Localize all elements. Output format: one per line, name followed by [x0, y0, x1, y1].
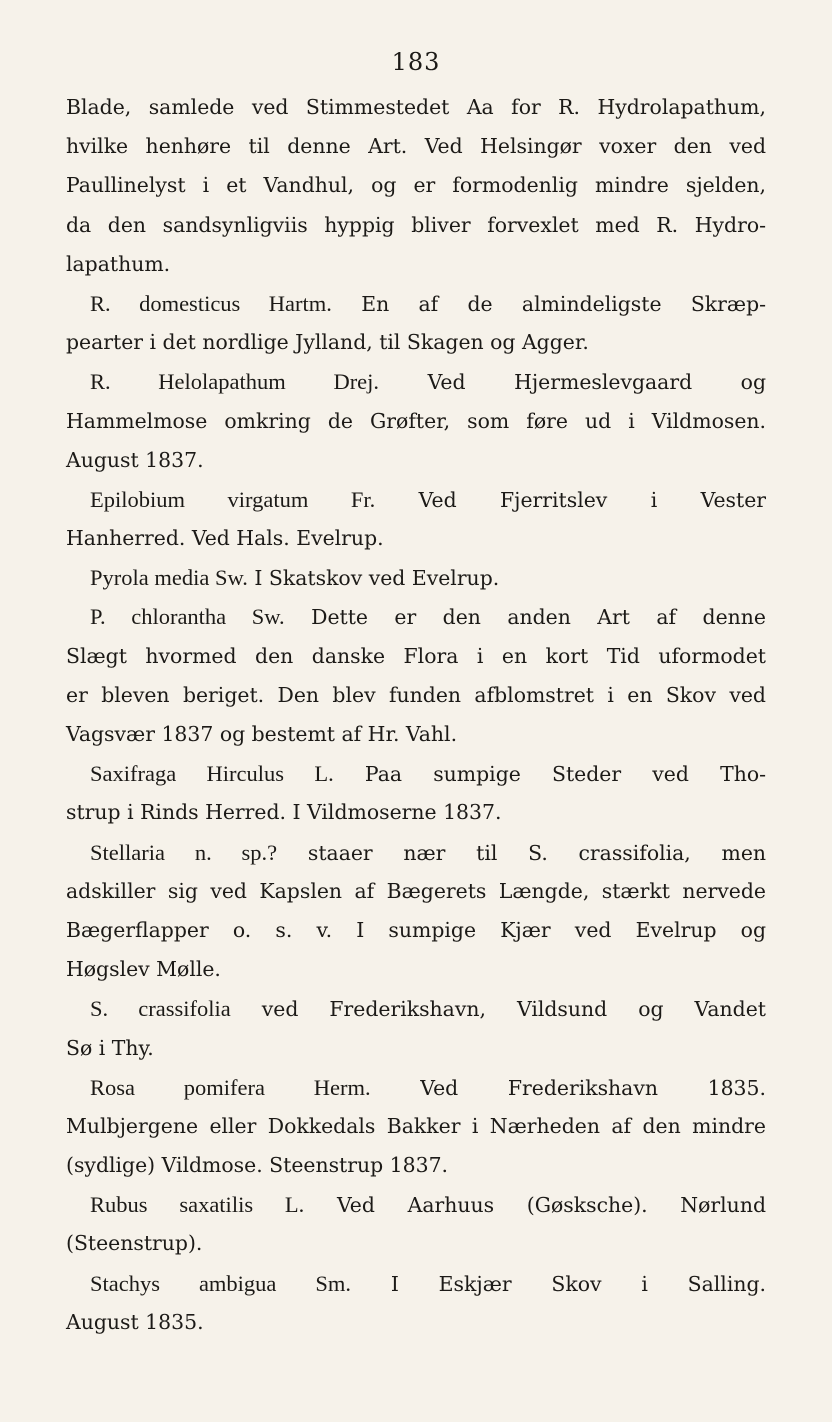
species-entry: R. domesticus Hartm. En af de almindeligste Skræp-	[90, 290, 767, 316]
text-line: da den sandsynligviis hyppig bliver forvexlet med R. Hydro-	[66, 212, 766, 237]
species-entry: Stachys ambigua Sm. I Eskjær Skov i Salling.	[90, 1270, 767, 1296]
species-entry: Epilobium virgatum Fr. Ved Fjerritslev i Vester	[90, 486, 767, 512]
species-entry: Pyrola media Sw. I Skatskov ved Evelrup.	[90, 565, 500, 591]
species-entry: S. crassifolia ved Frederikshavn, Vildsund og Vandet	[90, 996, 766, 1022]
species-entry: Stellaria n. sp.? staaer nær til S. crassifolia, men	[90, 839, 767, 865]
species-entry: Rubus saxatilis L. Ved Aarhuus (Gøsksche). Nørlund	[90, 1192, 767, 1218]
text-line: hvilke henhøre til denne Art. Ved Helsingør voxer den ved	[66, 134, 766, 159]
text-line: strup i Rinds Herred. I Vildmoserne 1837.	[66, 800, 502, 825]
species-name: R. Helolapathum Drej.	[90, 369, 380, 395]
species-name: Stachys ambigua Sm.	[90, 1270, 351, 1296]
text-line: August 1835.	[66, 1309, 204, 1334]
species-name: P. chlorantha Sw.	[90, 604, 285, 630]
page-number: 183	[391, 48, 441, 76]
text-line: Bægerflapper o. s. v. I sumpige Kjær ved Evelrup og	[66, 917, 766, 942]
text-line: adskiller sig ved Kapslen af Bægerets Længde, stærkt nervede	[66, 878, 766, 903]
species-name: S. crassifolia	[90, 996, 231, 1022]
text-line: Mulbjergene eller Dokkedals Bakker i Nærheden af den mindre	[66, 1113, 766, 1138]
species-name: Pyrola media Sw.	[90, 565, 248, 591]
text-line: er bleven beriget. Den blev funden afblomstret i en Skov ved	[66, 682, 766, 707]
species-entry: R. Helolapathum Drej. Ved Hjermeslevgaard og	[90, 369, 766, 395]
text-line: Vagsvær 1837 og bestemt af Hr. Vahl.	[66, 722, 458, 746]
species-name: Saxifraga Hirculus L.	[90, 761, 334, 787]
species-name: Stellaria n. sp.?	[90, 839, 278, 865]
text-line: Hammelmose omkring de Grøfter, som føre ud i Vildmosen.	[66, 408, 766, 433]
text-block	[66, 88, 766, 1342]
species-name: R. domesticus Hartm.	[90, 290, 332, 316]
species-name: Epilobium virgatum Fr.	[90, 486, 376, 512]
text-line: Sø i Thy.	[66, 1035, 154, 1060]
text-line: (Steenstrup).	[66, 1231, 203, 1256]
species-entry: P. chlorantha Sw. Dette er den anden Art af denne	[90, 604, 766, 630]
text-line: pearter i det nordlige Jylland, til Skagen og Agger.	[66, 330, 589, 355]
text-line: Slægt hvormed den danske Flora i en kort Tid uformodet	[66, 643, 766, 668]
species-name: Rosa pomifera Herm.	[90, 1074, 371, 1100]
text-line: Høgslev Mølle.	[66, 957, 221, 982]
text-line: Hanherred. Ved Hals. Evelrup.	[66, 526, 384, 551]
text-line: Blade, samlede ved Stimmestedet Aa for R. Hydrolapathum,	[66, 95, 766, 119]
species-entry: Rosa pomifera Herm. Ved Frederikshavn 1835.	[90, 1074, 766, 1100]
species-name: Rubus saxatilis L.	[90, 1192, 305, 1218]
text-line: August 1837.	[66, 447, 204, 472]
text-line: Paullinelyst i et Vandhul, og er formodenlig mindre sjelden,	[66, 173, 766, 198]
species-entry: Saxifraga Hirculus L. Paa sumpige Steder ved Tho-	[90, 761, 766, 787]
text-line: (sydlige) Vildmose. Steenstrup 1837.	[66, 1153, 449, 1178]
text-line: lapathum.	[66, 251, 171, 276]
